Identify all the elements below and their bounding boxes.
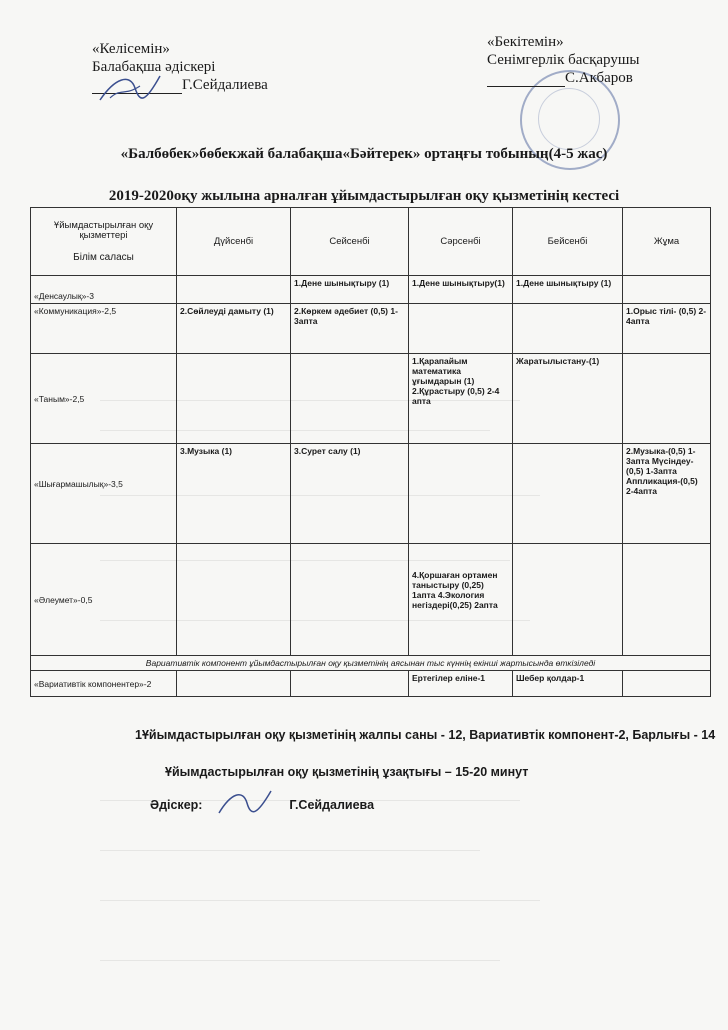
- day-header: Жұма: [623, 208, 711, 276]
- table-cell: 1.Дене шынықтыру (1): [291, 276, 409, 304]
- corner-header: Ұйымдастырылған оқу қызметтері Білім саласы: [31, 208, 177, 276]
- table-cell: 3.Сурет салу (1): [291, 444, 409, 544]
- day-header: Сейсенбі: [291, 208, 409, 276]
- table-cell: [177, 671, 291, 697]
- table-cell: [623, 354, 711, 444]
- table-cell: [623, 671, 711, 697]
- approval-right-signature: [487, 69, 639, 87]
- table-cell: 4.Қоршаған ортамен таныстыру (0,25) 1апта 4.Экология негіздері(0,25) 2апта: [409, 544, 513, 656]
- table-cell: [177, 276, 291, 304]
- table-cell: [513, 444, 623, 544]
- area-cell: «Коммуникация»-2,5: [31, 304, 177, 354]
- summary-line: 1Ұйымдастырылған оқу қызметінің жалпы саны - 12, Вариативтік компонент-2, Барлығы - 14: [135, 728, 716, 742]
- duration-line: Ұйымдастырылған оқу қызметінің ұзақтығы – 15-20 минут: [165, 765, 529, 779]
- table-cell: [513, 544, 623, 656]
- approval-left-name: Г.Сейдалиева: [182, 77, 268, 93]
- table-row: [31, 444, 711, 544]
- document-subtitle: 2019-2020оқу жылына арналған ұйымдастырылған оқу қызметінің кестесі: [108, 188, 620, 204]
- approval-right: [487, 33, 639, 87]
- table-row: [31, 671, 711, 697]
- table-cell: [513, 304, 623, 354]
- approval-left-role: Балабақша әдіскері: [92, 59, 216, 75]
- table-cell: 3.Музыка (1): [177, 444, 291, 544]
- area-cell: «Вариативтік компонентер»-2: [31, 671, 177, 697]
- table-cell: 1.Дене шынықтыру (1): [513, 276, 623, 304]
- table-cell: [409, 444, 513, 544]
- table-cell: 2.Көркем әдебиет (0,5) 1-3апта: [291, 304, 409, 354]
- table-cell: Шебер қолдар-1: [513, 671, 623, 697]
- table-cell: [291, 354, 409, 444]
- schedule-table: [30, 207, 711, 697]
- corner-sub: Білім саласы: [73, 251, 134, 263]
- document-title: «Балбөбек»бөбекжай балабақша«Бәйтерек» ортаңғы тобының(4-5 жас): [120, 146, 608, 162]
- day-header: Бейсенбі: [513, 208, 623, 276]
- approval-right-role: Сенімгерлік басқарушы: [487, 52, 640, 68]
- approval-left-label: «Келісемін»: [92, 41, 170, 57]
- signature-scribble: [215, 785, 275, 819]
- table-cell: 1.Орыс тілі- (0,5) 2-4апта: [623, 304, 711, 354]
- table-cell: [623, 276, 711, 304]
- day-header: Сәрсенбі: [409, 208, 513, 276]
- approval-right-name: С.Акбаров: [565, 70, 633, 86]
- variative-banner: Вариативтік компонент ұйымдастырылған оқу қызметінің аясынан тыс күннің екінші жартысында өткізіледі: [31, 656, 711, 671]
- table-cell: [177, 544, 291, 656]
- table-row: [31, 304, 711, 354]
- table-cell: 1.Дене шынықтыру(1): [409, 276, 513, 304]
- table-row: [31, 276, 711, 304]
- table-row: [31, 544, 711, 656]
- signature-scribble: [95, 68, 165, 108]
- table-cell: Жаратылыстану-(1): [513, 354, 623, 444]
- table-cell: 2.Музыка-(0,5) 1-3апта Мүсіндеу-(0,5) 1-3апта Аппликация-(0,5) 2-4апта: [623, 444, 711, 544]
- area-cell: «Шығармашылық»-3,5: [31, 444, 177, 544]
- table-row: [31, 354, 711, 444]
- area-cell: «Денсаулық»-3: [31, 276, 177, 304]
- table-cell: 2.Сөйлеуді дамыту (1): [177, 304, 291, 354]
- table-cell: Ертегілер еліне-1: [409, 671, 513, 697]
- variative-banner-row: [31, 656, 711, 671]
- signer-name: Г.Сейдалиева: [289, 798, 375, 812]
- table-cell: [291, 671, 409, 697]
- area-cell: «Әлеумет»-0,5: [31, 544, 177, 656]
- day-header: Дүйсенбі: [177, 208, 291, 276]
- table-cell: [291, 544, 409, 656]
- table-cell: [177, 354, 291, 444]
- table-cell: [409, 304, 513, 354]
- area-cell: «Таным»-2,5: [31, 354, 177, 444]
- approval-right-label: «Бекітемін»: [487, 34, 564, 50]
- table-cell: [623, 544, 711, 656]
- table-cell: 1.Қарапайым математика ұғымдарын (1) 2.Құрастыру (0,5) 2-4 апта: [409, 354, 513, 444]
- table-header-row: [31, 208, 711, 276]
- signer-label: Әдіскер:: [150, 798, 203, 812]
